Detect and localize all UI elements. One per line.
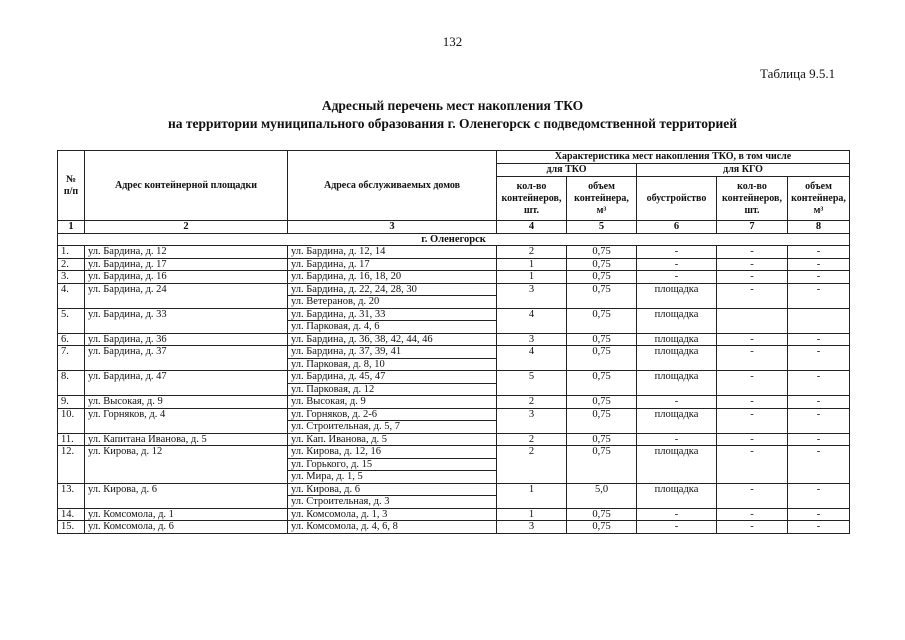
kgo-volume-cell: - (788, 396, 850, 409)
kgo-setup-cell (637, 471, 717, 484)
table-row-continuation (58, 321, 850, 334)
site-address-cell: ул. Горняков, д. 4 (85, 408, 288, 421)
city-row: г. Оленегорск (58, 233, 850, 246)
served-address-cell: ул. Ветеранов, д. 20 (288, 296, 497, 309)
kgo-volume-cell: - (788, 246, 850, 259)
header-kgo-setup: обустройство (637, 177, 717, 221)
column-number-row (58, 221, 850, 234)
kgo-count-cell (717, 383, 788, 396)
containers-table (57, 150, 850, 534)
served-address-cell: ул. Высокая, д. 9 (288, 396, 497, 409)
table-row (58, 508, 850, 521)
kgo-count-cell: - (717, 483, 788, 496)
column-number: 7 (717, 221, 788, 234)
row-number-cell: 9. (58, 396, 85, 409)
kgo-setup-cell: - (637, 433, 717, 446)
row-number-cell (58, 321, 85, 334)
kgo-setup-cell: - (637, 521, 717, 534)
served-address-cell: ул. Бардина, д. 45, 47 (288, 371, 497, 384)
table-row-continuation (58, 496, 850, 509)
header-num: № п/п (58, 151, 85, 221)
table-row-continuation (58, 358, 850, 371)
site-address-cell: ул. Бардина, д. 17 (85, 258, 288, 271)
served-address-cell: ул. Бардина, д. 36, 38, 42, 44, 46 (288, 333, 497, 346)
tko-count-cell (497, 358, 567, 371)
kgo-setup-cell: площадка (637, 346, 717, 359)
row-number-cell: 13. (58, 483, 85, 496)
tko-count-cell: 1 (497, 258, 567, 271)
tko-volume-cell (567, 421, 637, 434)
tko-count-cell: 3 (497, 283, 567, 296)
header-kgo: для КГО (637, 164, 850, 177)
table-row-continuation (58, 383, 850, 396)
site-address-cell: ул. Капитана Иванова, д. 5 (85, 433, 288, 446)
site-address-cell: ул. Бардина, д. 33 (85, 308, 288, 321)
tko-count-cell (497, 321, 567, 334)
tko-volume-cell: 0,75 (567, 308, 637, 321)
kgo-setup-cell: - (637, 396, 717, 409)
table-row (58, 446, 850, 459)
tko-count-cell: 2 (497, 433, 567, 446)
row-number-cell: 6. (58, 333, 85, 346)
kgo-count-cell (717, 496, 788, 509)
table-row (58, 433, 850, 446)
kgo-count-cell: - (717, 396, 788, 409)
table-row (58, 283, 850, 296)
site-address-cell: ул. Бардина, д. 37 (85, 346, 288, 359)
kgo-volume-cell: - (788, 283, 850, 296)
site-address-cell (85, 296, 288, 309)
kgo-volume-cell (788, 308, 850, 321)
row-number-cell: 15. (58, 521, 85, 534)
kgo-count-cell: - (717, 258, 788, 271)
tko-volume-cell: 0,75 (567, 433, 637, 446)
row-number-cell: 8. (58, 371, 85, 384)
row-number-cell: 14. (58, 508, 85, 521)
site-address-cell (85, 321, 288, 334)
kgo-setup-cell: площадка (637, 308, 717, 321)
kgo-setup-cell: площадка (637, 283, 717, 296)
served-address-cell: ул. Мира, д. 1, 5 (288, 471, 497, 484)
tko-volume-cell: 0,75 (567, 333, 637, 346)
column-number: 8 (788, 221, 850, 234)
site-address-cell (85, 421, 288, 434)
table-row (58, 333, 850, 346)
column-number: 5 (567, 221, 637, 234)
row-number-cell (58, 358, 85, 371)
tko-count-cell (497, 383, 567, 396)
served-address-cell: ул. Комсомола, д. 4, 6, 8 (288, 521, 497, 534)
kgo-setup-cell: площадка (637, 371, 717, 384)
table-row-continuation (58, 296, 850, 309)
row-number-cell (58, 421, 85, 434)
site-address-cell: ул. Бардина, д. 24 (85, 283, 288, 296)
kgo-volume-cell: - (788, 483, 850, 496)
row-number-cell: 1. (58, 246, 85, 259)
row-number-cell (58, 296, 85, 309)
table-row (58, 258, 850, 271)
table-row (58, 371, 850, 384)
table-row (58, 246, 850, 259)
table-row-continuation (58, 421, 850, 434)
header-kgo-volume: объем контейнера, м³ (788, 177, 850, 221)
tko-volume-cell (567, 458, 637, 471)
tko-volume-cell (567, 321, 637, 334)
kgo-volume-cell (788, 321, 850, 334)
column-number: 1 (58, 221, 85, 234)
tko-volume-cell (567, 496, 637, 509)
kgo-volume-cell: - (788, 258, 850, 271)
kgo-count-cell (717, 471, 788, 484)
kgo-count-cell (717, 308, 788, 321)
row-number-cell (58, 458, 85, 471)
table-row (58, 346, 850, 359)
site-address-cell (85, 496, 288, 509)
kgo-volume-cell (788, 421, 850, 434)
tko-count-cell (497, 421, 567, 434)
kgo-volume-cell: - (788, 346, 850, 359)
tko-count-cell: 2 (497, 446, 567, 459)
table-label: Таблица 9.5.1 (760, 66, 836, 81)
row-number-cell (58, 383, 85, 396)
tko-volume-cell: 0,75 (567, 371, 637, 384)
kgo-count-cell: - (717, 521, 788, 534)
document-subtitle: на территории муниципального образования г. Оленегорск с подведомственной территорией (167, 116, 738, 131)
kgo-count-cell (717, 358, 788, 371)
tko-count-cell: 5 (497, 371, 567, 384)
kgo-setup-cell: площадка (637, 446, 717, 459)
tko-volume-cell: 0,75 (567, 271, 637, 284)
served-address-cell: ул. Кирова, д. 6 (288, 483, 497, 496)
served-address-cell: ул. Парковая, д. 8, 10 (288, 358, 497, 371)
kgo-count-cell (717, 321, 788, 334)
row-number-cell: 10. (58, 408, 85, 421)
site-address-cell: ул. Бардина, д. 47 (85, 371, 288, 384)
table-row (58, 308, 850, 321)
kgo-volume-cell (788, 458, 850, 471)
kgo-count-cell: - (717, 283, 788, 296)
column-number: 4 (497, 221, 567, 234)
tko-volume-cell (567, 383, 637, 396)
served-address-cell: ул. Парковая, д. 12 (288, 383, 497, 396)
table-row-continuation (58, 458, 850, 471)
page-number: 132 (442, 34, 463, 49)
served-address-cell: ул. Бардина, д. 17 (288, 258, 497, 271)
kgo-setup-cell (637, 296, 717, 309)
served-address-cell: ул. Строительная, д. 3 (288, 496, 497, 509)
site-address-cell (85, 358, 288, 371)
site-address-cell (85, 471, 288, 484)
tko-volume-cell: 0,75 (567, 508, 637, 521)
kgo-setup-cell (637, 383, 717, 396)
site-address-cell: ул. Кирова, д. 12 (85, 446, 288, 459)
row-number-cell: 7. (58, 346, 85, 359)
kgo-volume-cell: - (788, 371, 850, 384)
header-tko-count: кол-во контейнеров, шт. (497, 177, 567, 221)
kgo-count-cell: - (717, 508, 788, 521)
kgo-setup-cell: площадка (637, 483, 717, 496)
tko-volume-cell: 5,0 (567, 483, 637, 496)
tko-volume-cell (567, 358, 637, 371)
served-address-cell: ул. Бардина, д. 12, 14 (288, 246, 497, 259)
tko-count-cell: 4 (497, 308, 567, 321)
site-address-cell: ул. Высокая, д. 9 (85, 396, 288, 409)
tko-volume-cell: 0,75 (567, 521, 637, 534)
kgo-volume-cell: - (788, 508, 850, 521)
tko-count-cell: 1 (497, 271, 567, 284)
kgo-setup-cell (637, 496, 717, 509)
header-tko-volume: объем контейнера, м³ (567, 177, 637, 221)
served-address-cell: ул. Бардина, д. 16, 18, 20 (288, 271, 497, 284)
tko-count-cell: 3 (497, 333, 567, 346)
kgo-count-cell (717, 458, 788, 471)
kgo-count-cell: - (717, 333, 788, 346)
kgo-setup-cell: - (637, 246, 717, 259)
kgo-volume-cell: - (788, 446, 850, 459)
kgo-volume-cell: - (788, 271, 850, 284)
column-number: 2 (85, 221, 288, 234)
kgo-count-cell: - (717, 446, 788, 459)
kgo-setup-cell: - (637, 271, 717, 284)
kgo-count-cell: - (717, 271, 788, 284)
tko-volume-cell: 0,75 (567, 258, 637, 271)
table-row (58, 271, 850, 284)
kgo-setup-cell (637, 458, 717, 471)
header-site-address: Адрес контейнерной площадки (85, 151, 288, 221)
tko-count-cell: 2 (497, 246, 567, 259)
kgo-count-cell (717, 296, 788, 309)
tko-count-cell: 3 (497, 408, 567, 421)
site-address-cell: ул. Бардина, д. 36 (85, 333, 288, 346)
kgo-count-cell: - (717, 408, 788, 421)
tko-volume-cell (567, 471, 637, 484)
row-number-cell: 2. (58, 258, 85, 271)
served-address-cell: ул. Бардина, д. 22, 24, 28, 30 (288, 283, 497, 296)
served-address-cell: ул. Горького, д. 15 (288, 458, 497, 471)
kgo-volume-cell (788, 471, 850, 484)
kgo-setup-cell (637, 358, 717, 371)
served-address-cell: ул. Бардина, д. 31, 33 (288, 308, 497, 321)
row-number-cell: 3. (58, 271, 85, 284)
tko-count-cell: 4 (497, 346, 567, 359)
kgo-count-cell (717, 421, 788, 434)
kgo-volume-cell (788, 496, 850, 509)
row-number-cell: 4. (58, 283, 85, 296)
served-address-cell: ул. Кирова, д. 12, 16 (288, 446, 497, 459)
tko-volume-cell: 0,75 (567, 446, 637, 459)
kgo-count-cell: - (717, 433, 788, 446)
kgo-setup-cell: площадка (637, 333, 717, 346)
tko-volume-cell: 0,75 (567, 408, 637, 421)
row-number-cell: 12. (58, 446, 85, 459)
served-address-cell: ул. Парковая, д. 4, 6 (288, 321, 497, 334)
site-address-cell (85, 383, 288, 396)
table-row (58, 483, 850, 496)
table-row-continuation (58, 471, 850, 484)
document-title: Адресный перечень мест накопления ТКО (321, 98, 584, 113)
header-kgo-count: кол-во контейнеров, шт. (717, 177, 788, 221)
tko-volume-cell (567, 296, 637, 309)
kgo-volume-cell (788, 296, 850, 309)
tko-count-cell (497, 496, 567, 509)
tko-volume-cell: 0,75 (567, 396, 637, 409)
column-number: 3 (288, 221, 497, 234)
table-header (58, 151, 850, 246)
site-address-cell: ул. Комсомола, д. 1 (85, 508, 288, 521)
header-served-addresses: Адреса обслуживаемых домов (288, 151, 497, 221)
served-address-cell: ул. Кап. Иванова, д. 5 (288, 433, 497, 446)
kgo-volume-cell: - (788, 333, 850, 346)
table-row (58, 396, 850, 409)
kgo-count-cell: - (717, 346, 788, 359)
table-body (58, 246, 850, 534)
tko-count-cell: 1 (497, 483, 567, 496)
served-address-cell: ул. Строительная, д. 5, 7 (288, 421, 497, 434)
kgo-volume-cell: - (788, 408, 850, 421)
site-address-cell: ул. Кирова, д. 6 (85, 483, 288, 496)
site-address-cell: ул. Бардина, д. 16 (85, 271, 288, 284)
table-row (58, 521, 850, 534)
kgo-volume-cell (788, 383, 850, 396)
kgo-count-cell: - (717, 371, 788, 384)
table-row (58, 408, 850, 421)
tko-count-cell: 1 (497, 508, 567, 521)
kgo-count-cell: - (717, 246, 788, 259)
tko-volume-cell: 0,75 (567, 246, 637, 259)
site-address-cell: ул. Бардина, д. 12 (85, 246, 288, 259)
served-address-cell: ул. Бардина, д. 37, 39, 41 (288, 346, 497, 359)
tko-count-cell (497, 458, 567, 471)
tko-count-cell: 3 (497, 521, 567, 534)
column-number: 6 (637, 221, 717, 234)
kgo-setup-cell (637, 421, 717, 434)
tko-volume-cell: 0,75 (567, 346, 637, 359)
kgo-volume-cell: - (788, 433, 850, 446)
kgo-setup-cell: - (637, 508, 717, 521)
served-address-cell: ул. Горняков, д. 2-6 (288, 408, 497, 421)
kgo-volume-cell (788, 358, 850, 371)
site-address-cell: ул. Комсомола, д. 6 (85, 521, 288, 534)
tko-count-cell (497, 471, 567, 484)
kgo-volume-cell: - (788, 521, 850, 534)
row-number-cell (58, 496, 85, 509)
site-address-cell (85, 458, 288, 471)
header-characteristics: Характеристика мест накопления ТКО, в том числе (497, 151, 850, 164)
kgo-setup-cell: - (637, 258, 717, 271)
tko-count-cell (497, 296, 567, 309)
tko-count-cell: 2 (497, 396, 567, 409)
kgo-setup-cell (637, 321, 717, 334)
kgo-setup-cell: площадка (637, 408, 717, 421)
served-address-cell: ул. Комсомола, д. 1, 3 (288, 508, 497, 521)
tko-volume-cell: 0,75 (567, 283, 637, 296)
row-number-cell (58, 471, 85, 484)
row-number-cell: 11. (58, 433, 85, 446)
row-number-cell: 5. (58, 308, 85, 321)
header-tko: для ТКО (497, 164, 637, 177)
